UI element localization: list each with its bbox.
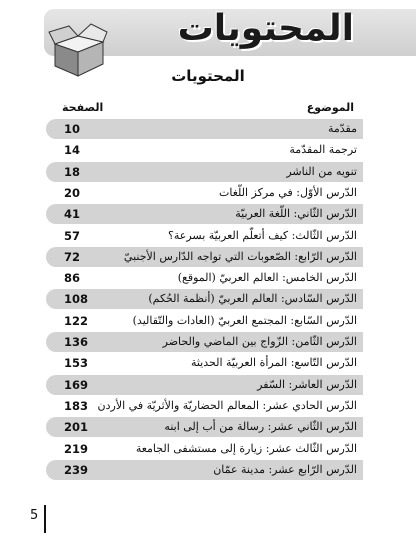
toc-row — [46, 396, 363, 416]
toc-row — [46, 439, 363, 459]
toc-row-title: الدّرس العاشر: السّفر — [257, 377, 357, 391]
toc-row-page: 86 — [64, 271, 81, 286]
banner-title: المحتويات — [177, 8, 354, 49]
toc-row-page: 169 — [64, 377, 89, 392]
toc-row-page: 239 — [64, 462, 89, 477]
toc-row-title: الدّرس الثّالث: كيف أتعلّم العربيّة بسرعة؟ — [168, 228, 357, 242]
toc-row — [46, 311, 363, 331]
toc-heading: المحتويات — [171, 67, 245, 85]
toc-row-page: 57 — [64, 228, 81, 243]
toc-row-title: تنويه من الناشر — [286, 164, 357, 178]
toc-row-title: الدّرس السّابع: المجتمع العربيّ (العادات والتّقاليد) — [132, 313, 357, 327]
toc-row — [46, 353, 363, 373]
toc-row — [46, 332, 363, 352]
toc-row — [46, 417, 363, 437]
toc-row-title: الدّرس الخامس: العالم العربيّ (الموقع) — [177, 271, 357, 285]
toc-row-page: 18 — [64, 164, 81, 179]
column-header-page: الصفحة — [62, 101, 104, 114]
toc-row-title: الدّرس الحادي عشر: المعالم الحضاريّة والأثريّة في الأردن — [97, 398, 357, 412]
toc-row — [46, 162, 363, 182]
toc-row — [46, 140, 363, 160]
toc-row-title: الدّرس السّادس: العالم العربيّ (أنظمة الحُكم) — [148, 292, 357, 306]
column-header-subject: الموضوع — [306, 101, 354, 114]
toc-row-title: الدّرس الأوّل: في مركز اللّغات — [218, 185, 357, 199]
toc-row — [46, 268, 363, 288]
toc-row — [46, 119, 363, 139]
toc-row — [46, 247, 363, 267]
toc-row-page: 72 — [64, 249, 81, 264]
toc-row-title: الدّرس الرّابع عشر: مدينة عمّان — [213, 462, 357, 476]
toc-row-page: 219 — [64, 441, 89, 456]
toc-row-page: 10 — [64, 122, 81, 136]
toc-row-page: 41 — [64, 207, 81, 222]
toc-row-page: 20 — [64, 185, 81, 200]
toc-row — [46, 460, 363, 480]
toc-row-title: الدّرس التّاسع: المرأة العربيّة الحديثة — [190, 356, 357, 370]
toc-row-page: 153 — [64, 356, 89, 371]
toc-row — [46, 226, 363, 246]
toc-row-title: مقدّمة — [327, 122, 357, 135]
toc-row — [46, 183, 363, 203]
toc-row — [46, 289, 363, 309]
toc-row — [46, 375, 363, 395]
toc-row-page: 108 — [64, 292, 89, 307]
page-number: 5 — [30, 508, 39, 523]
toc-row-page: 136 — [64, 335, 89, 349]
toc-row-title: ترجمة المقدّمة — [289, 143, 357, 157]
toc-row-page: 14 — [64, 143, 81, 158]
toc-row-title: الدّرس الثّاني: اللّغة العربيّة — [235, 207, 357, 221]
toc-row-title: الدّرس الثّالث عشر: زيارة إلى مستشفى الجامعة — [135, 441, 357, 455]
toc-row-page: 122 — [64, 313, 89, 328]
toc-row — [46, 204, 363, 224]
toc-row-title: الدّرس الثّامن: الزّواج بين الماضي والحاضر — [162, 335, 357, 348]
toc-row-title: الدّرس الرّابع: الصّعوبات التي تواجه الدّارس الأجنبيّ — [123, 249, 357, 263]
footer-divider — [44, 505, 46, 533]
toc-row-page: 201 — [64, 420, 89, 435]
toc-row-title: الدّرس الثّاني عشر: رسالة من أب إلى ابنه — [164, 420, 357, 434]
toc-row-page: 183 — [64, 398, 89, 413]
